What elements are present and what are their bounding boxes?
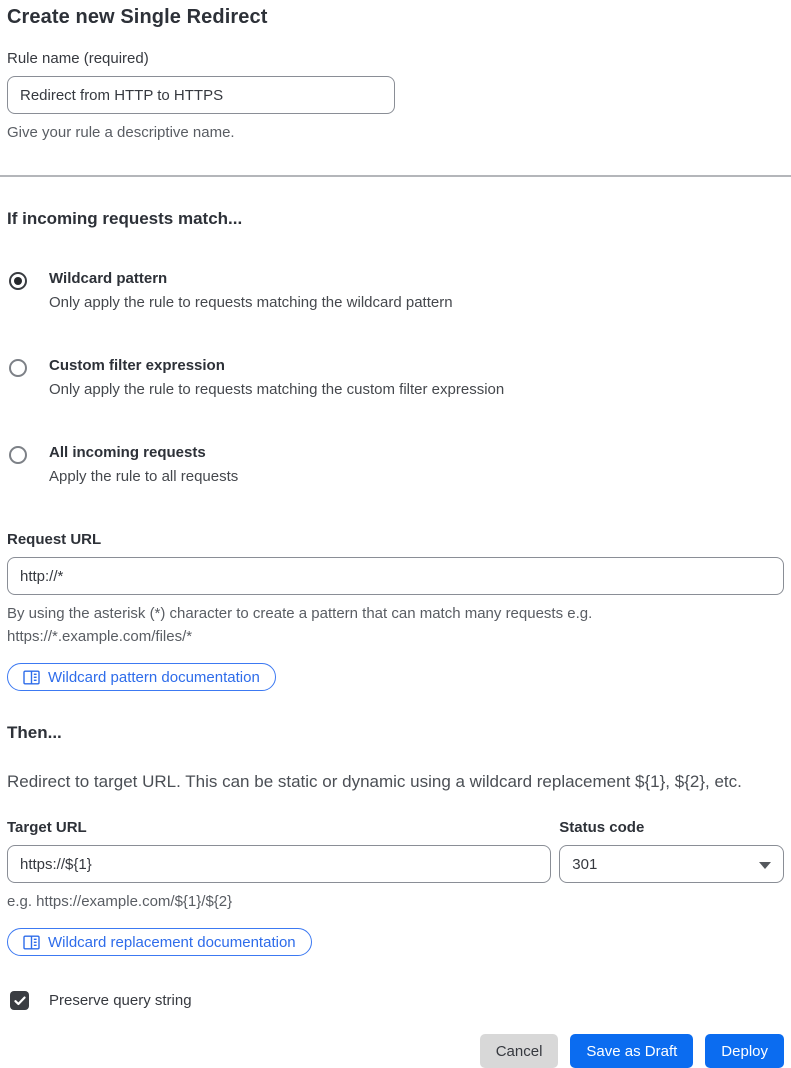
request-url-field-group xyxy=(7,531,784,691)
radio-label: Custom filter expression xyxy=(49,357,225,374)
preserve-query-label: Preserve query string xyxy=(49,992,192,1009)
radio-button-icon[interactable] xyxy=(9,359,27,377)
page-title: Create new Single Redirect xyxy=(7,6,268,28)
rule-name-field-group xyxy=(7,50,784,144)
radio-description: Only apply the rule to requests matching the wildcard pattern xyxy=(49,294,453,311)
request-url-label: Request URL xyxy=(7,531,102,548)
radio-description: Only apply the rule to requests matching the custom filter expression xyxy=(49,381,505,398)
doc-button-label: Wildcard replacement documentation xyxy=(48,933,296,951)
cancel-button[interactable]: Cancel xyxy=(480,1034,559,1068)
radio-label: Wildcard pattern xyxy=(49,270,168,287)
target-url-status-row xyxy=(7,819,784,913)
radio-option-custom-filter[interactable] xyxy=(7,356,784,400)
checkbox-checked-icon[interactable] xyxy=(10,991,29,1010)
status-code-field-group xyxy=(559,819,784,913)
target-url-help: e.g. https://example.com/${1}/${2} xyxy=(7,893,233,910)
status-code-select[interactable] xyxy=(559,845,784,883)
radio-option-all-requests[interactable] xyxy=(7,443,784,487)
preserve-query-checkbox-row[interactable] xyxy=(7,991,784,1010)
radio-button-icon[interactable] xyxy=(9,272,27,290)
save-as-draft-button[interactable]: Save as Draft xyxy=(570,1034,693,1068)
target-url-input[interactable] xyxy=(7,845,551,883)
section-divider xyxy=(0,175,791,177)
radio-description: Apply the rule to all requests xyxy=(49,468,239,485)
rule-name-help: Give your rule a descriptive name. xyxy=(7,124,235,141)
match-section-heading: If incoming requests match... xyxy=(7,209,243,228)
request-url-help: By using the asterisk (*) character to create a pattern that can match many requests e.g. https://*.example.com/files/* xyxy=(7,605,593,645)
rule-name-label: Rule name (required) xyxy=(7,50,149,67)
radio-button-icon[interactable] xyxy=(9,446,27,464)
wildcard-pattern-docs-button[interactable] xyxy=(7,663,276,691)
request-url-input[interactable] xyxy=(7,557,784,595)
wildcard-replacement-docs-button[interactable] xyxy=(7,928,312,956)
book-icon xyxy=(23,670,40,685)
then-section-description: Redirect to target URL. This can be static or dynamic using a wildcard replacement ${1}, ${2}, etc. xyxy=(7,772,742,791)
rule-name-input[interactable] xyxy=(7,76,395,114)
status-code-label: Status code xyxy=(559,819,645,836)
target-url-label: Target URL xyxy=(7,819,87,836)
doc-button-label: Wildcard pattern documentation xyxy=(48,668,260,686)
radio-label: All incoming requests xyxy=(49,444,206,461)
chevron-down-icon xyxy=(759,862,771,869)
deploy-button[interactable]: Deploy xyxy=(705,1034,784,1068)
radio-option-wildcard-pattern[interactable] xyxy=(7,269,784,313)
book-icon xyxy=(23,935,40,950)
status-code-value: 301 xyxy=(572,855,598,873)
then-section-heading: Then... xyxy=(7,723,62,742)
form-footer xyxy=(7,1034,784,1068)
target-url-field-group xyxy=(7,819,551,913)
